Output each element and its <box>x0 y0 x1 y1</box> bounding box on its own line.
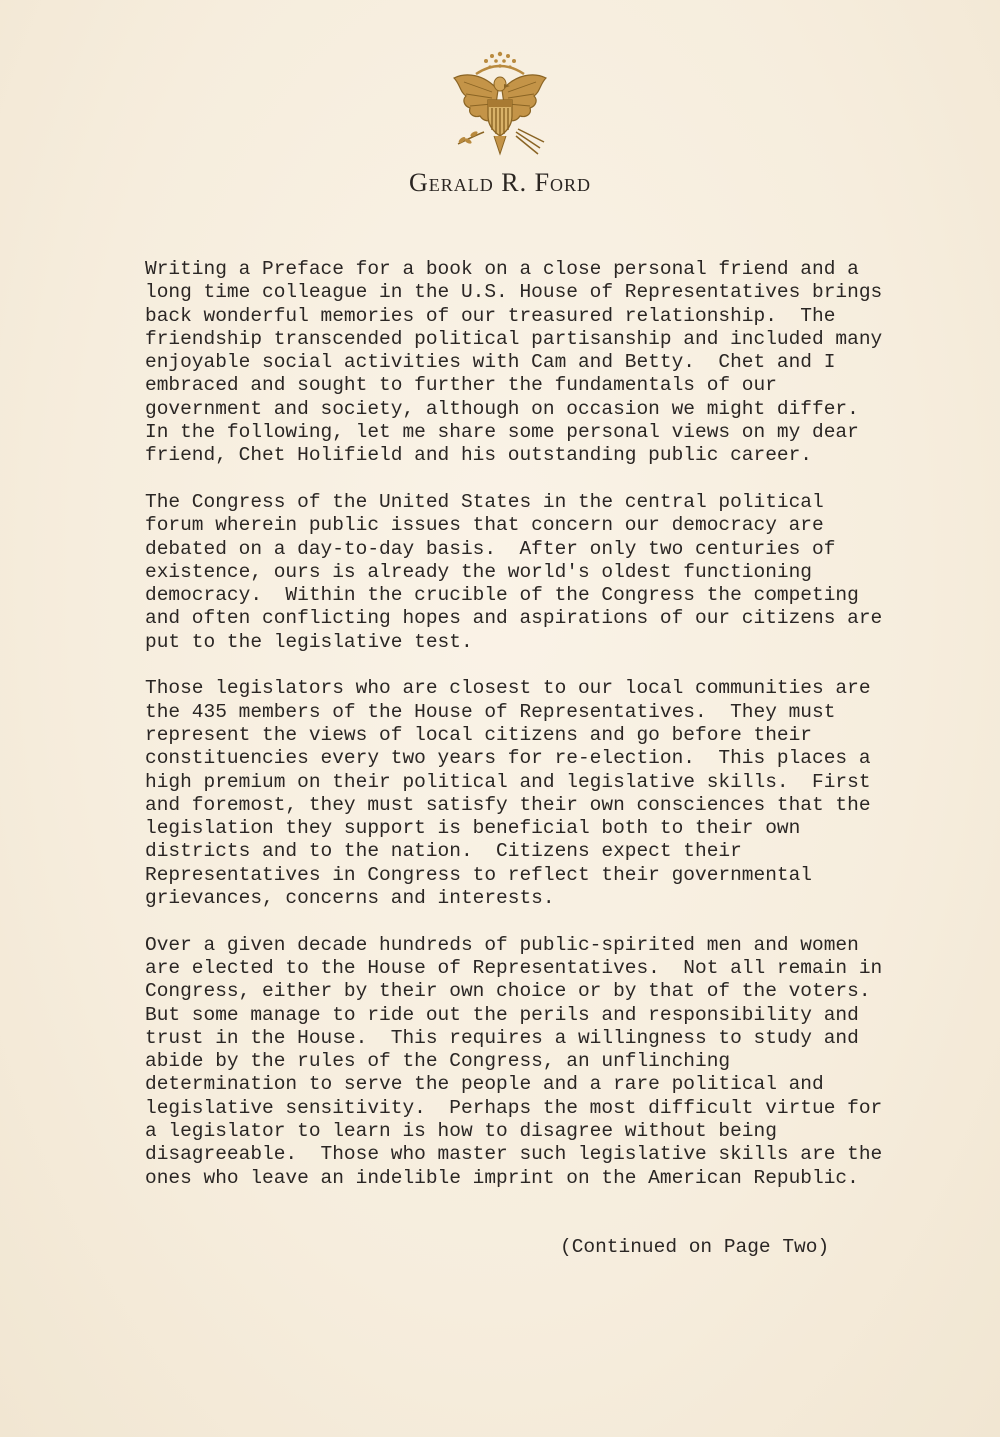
line: high premium on their political and legislative skills. First <box>145 770 871 793</box>
line: grievances, concerns and interests. <box>145 887 555 910</box>
line: Congress, either by their own choice or by that of the voters. <box>145 980 871 1003</box>
letter-body <box>145 258 905 1213</box>
line: put to the legislative test. <box>145 630 473 653</box>
line: ones who leave an indelible imprint on the American Republic. <box>145 1166 859 1189</box>
line: are elected to the House of Representatives. Not all remain in <box>145 956 883 979</box>
line: In the following, let me share some personal views on my dear <box>145 421 859 444</box>
line: forum wherein public issues that concern our democracy are <box>145 514 824 537</box>
line: legislative sensitivity. Perhaps the most difficult virtue for <box>145 1096 883 1119</box>
paragraph-3 <box>145 677 905 910</box>
letterhead-name: Gerald R. Ford <box>408 168 592 197</box>
line: determination to serve the people and a rare political and <box>145 1073 824 1096</box>
line: embraced and sought to further the fundamentals of our <box>145 374 777 397</box>
line: trust in the House. This requires a willingness to study and <box>145 1026 859 1049</box>
line: democracy. Within the crucible of the Congress the competing <box>145 584 859 607</box>
line: The Congress of the United States in the central political <box>145 490 824 513</box>
line: disagreeable. Those who master such legislative skills are the <box>145 1143 883 1166</box>
line: long time colleague in the U.S. House of Representatives brings <box>145 281 883 304</box>
line: the 435 members of the House of Representatives. They must <box>145 700 836 723</box>
paragraph-4 <box>145 934 905 1190</box>
line: represent the views of local citizens and go before their <box>145 723 813 746</box>
line: But some manage to ride out the perils and responsibility and <box>145 1003 859 1026</box>
line: abide by the rules of the Congress, an unflinching <box>145 1050 731 1073</box>
line: Those legislators who are closest to our local communities are <box>145 677 871 700</box>
line: constituencies every two years for re-election. This places a <box>145 747 871 770</box>
line: Over a given decade hundreds of public-spirited men and women <box>145 933 859 956</box>
paragraph-2 <box>145 491 905 654</box>
line: enjoyable social activities with Cam and Betty. Chet and I <box>145 351 836 374</box>
line: Representatives in Congress to reflect their governmental <box>145 863 813 886</box>
line: back wonderful memories of our treasured relationship. The <box>145 304 836 327</box>
line: existence, ours is already the world's oldest functioning <box>145 560 813 583</box>
line: Writing a Preface for a book on a close personal friend and a <box>145 258 859 280</box>
paragraph-1 <box>145 258 905 468</box>
line: legislation they support is beneficial both to their own <box>145 817 801 840</box>
line: government and society, although on occasion we might differ. <box>145 397 859 420</box>
line: friendship transcended political partisanship and included many <box>145 327 883 350</box>
line: friend, Chet Holifield and his outstanding public career. <box>145 444 813 467</box>
presidential-eagle-seal-icon <box>444 44 556 164</box>
line: districts and to the nation. Citizens expect their <box>145 840 742 863</box>
line: a legislator to learn is how to disagree without being <box>145 1119 777 1142</box>
line: and foremost, they must satisfy their own consciences that the <box>145 793 871 816</box>
line: and often conflicting hopes and aspirations of our citizens are <box>145 607 883 630</box>
line: debated on a day-to-day basis. After only two centuries of <box>145 537 836 560</box>
continued-note: (Continued on Page Two) <box>560 1236 830 1258</box>
